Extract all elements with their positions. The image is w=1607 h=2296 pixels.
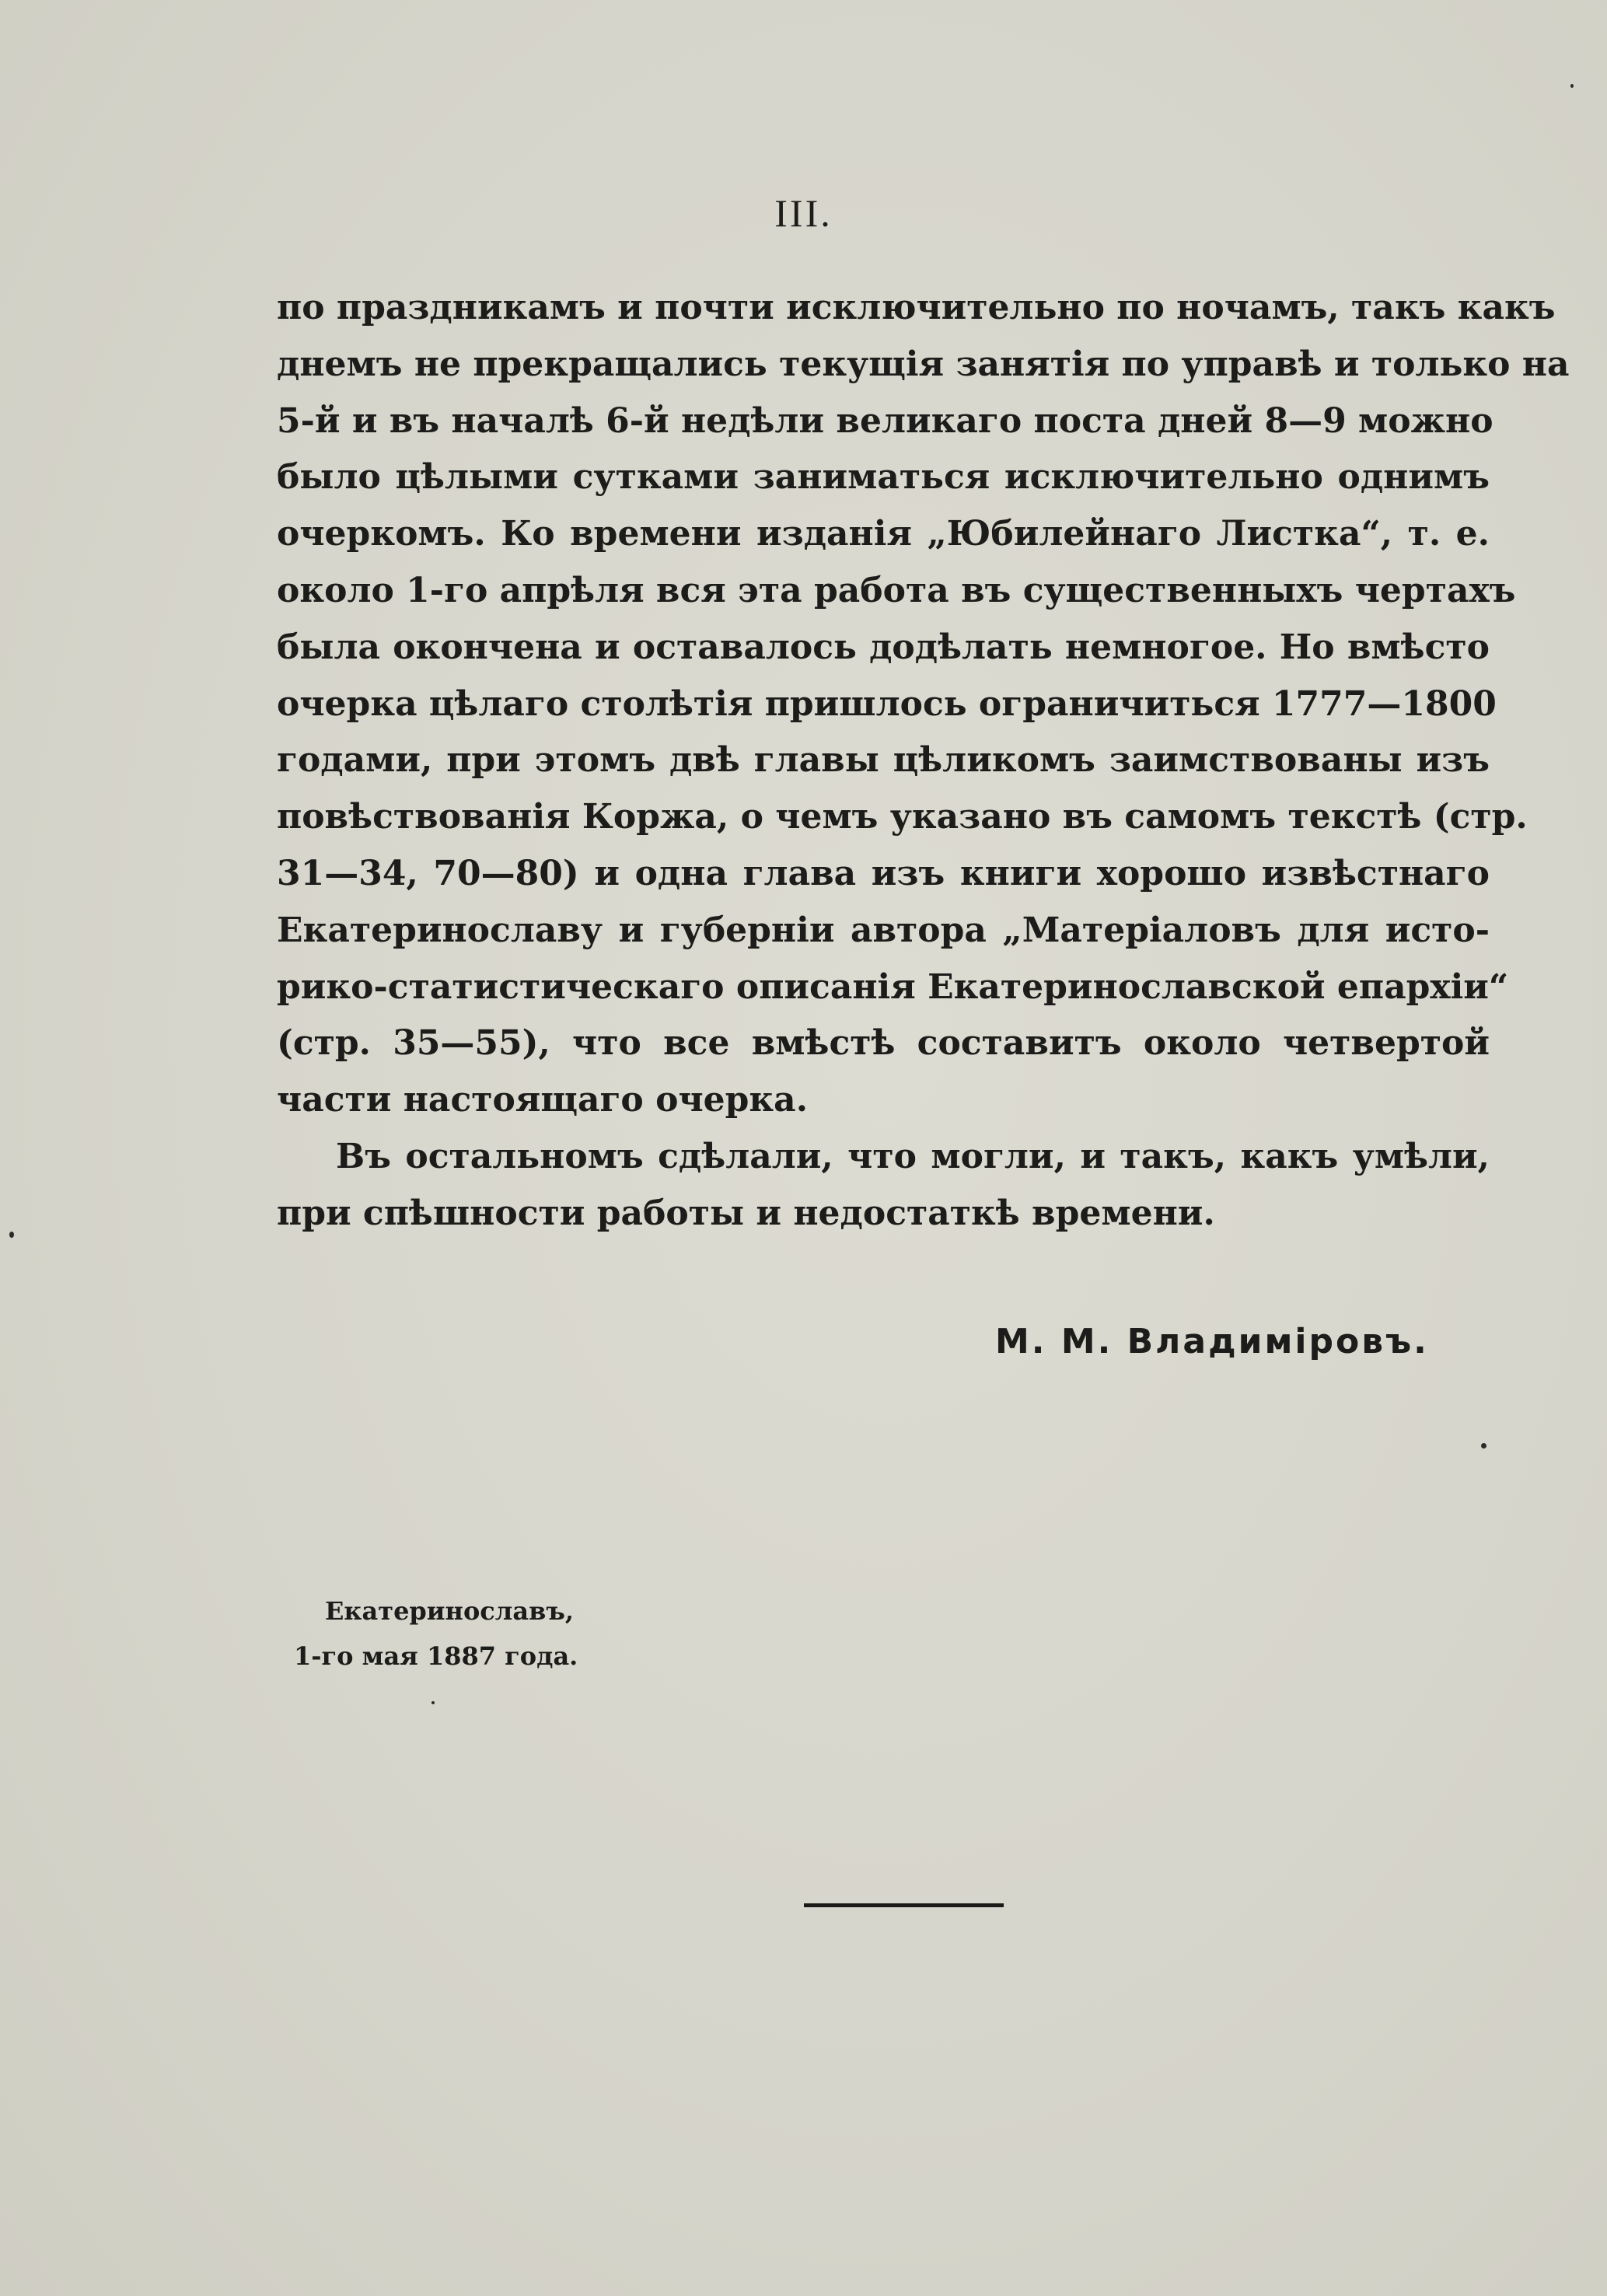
- author-signature: М. М. Владиміровъ.: [995, 1322, 1429, 1361]
- text-line: повѣствованія Коржа, о чемъ указано въ самомъ текстѣ (стр.: [277, 797, 1528, 837]
- text-line: Екатеринославу и губерніи автора „Матеріаловъ для исто-: [277, 910, 1490, 950]
- date-line: 1-го мая 1887 года.: [294, 1641, 578, 1671]
- text-line: Въ остальномъ сдѣлали, что могли, и такъ, какъ умѣли,: [336, 1136, 1490, 1176]
- text-line: части настоящаго очерка.: [277, 1080, 809, 1120]
- place-line: Екатеринославъ,: [325, 1596, 574, 1626]
- text-line: годами, при этомъ двѣ главы цѣликомъ заимствованы изъ: [277, 740, 1490, 781]
- paper-speck: [431, 1701, 435, 1704]
- text-line: рико-статистическаго описанія Екатеринославской епархіи“: [277, 966, 1509, 1007]
- paragraph-2: [277, 1129, 1490, 1242]
- text-line: 5-й и въ началѣ 6-й недѣли великаго поста дней 8—9 можно: [277, 400, 1493, 441]
- text-line: очеркомъ. Ко времени изданія „Юбилейнаго Листка“, т. е.: [277, 514, 1490, 554]
- text-line: около 1-го апрѣля вся эта работа въ существенныхъ чертахъ: [277, 570, 1516, 610]
- paper-speck: [1570, 84, 1574, 88]
- paper-speck: [9, 1232, 14, 1238]
- text-line: была окончена и оставалось додѣлать немногое. Но вмѣсто: [277, 627, 1490, 667]
- text-line: было цѣлыми сутками заниматься исключительно однимъ: [277, 457, 1490, 498]
- text-line: по праздникамъ и почти исключительно по ночамъ, такъ какъ: [277, 288, 1556, 327]
- body-text: [277, 280, 1570, 1242]
- text-line: очерка цѣлаго столѣтія пришлось ограничиться 1777—1800: [277, 683, 1497, 724]
- paragraph-1: [277, 280, 1570, 1129]
- paper-speck: [1481, 1443, 1486, 1449]
- text-line: (стр. 35—55), что все вмѣстѣ составитъ около четвертой: [277, 1023, 1490, 1064]
- text-line: 31—34, 70—80) и одна глава изъ книги хорошо извѣстнаго: [277, 853, 1490, 893]
- page-number: III.: [774, 191, 833, 235]
- text-line: при спѣшности работы и недостаткѣ времени.: [277, 1193, 1215, 1233]
- place-date-block: [294, 1588, 578, 1679]
- end-divider: [804, 1903, 1004, 1907]
- text-line: днемъ не прекращались текущія занятія по управѣ и только на: [277, 344, 1570, 384]
